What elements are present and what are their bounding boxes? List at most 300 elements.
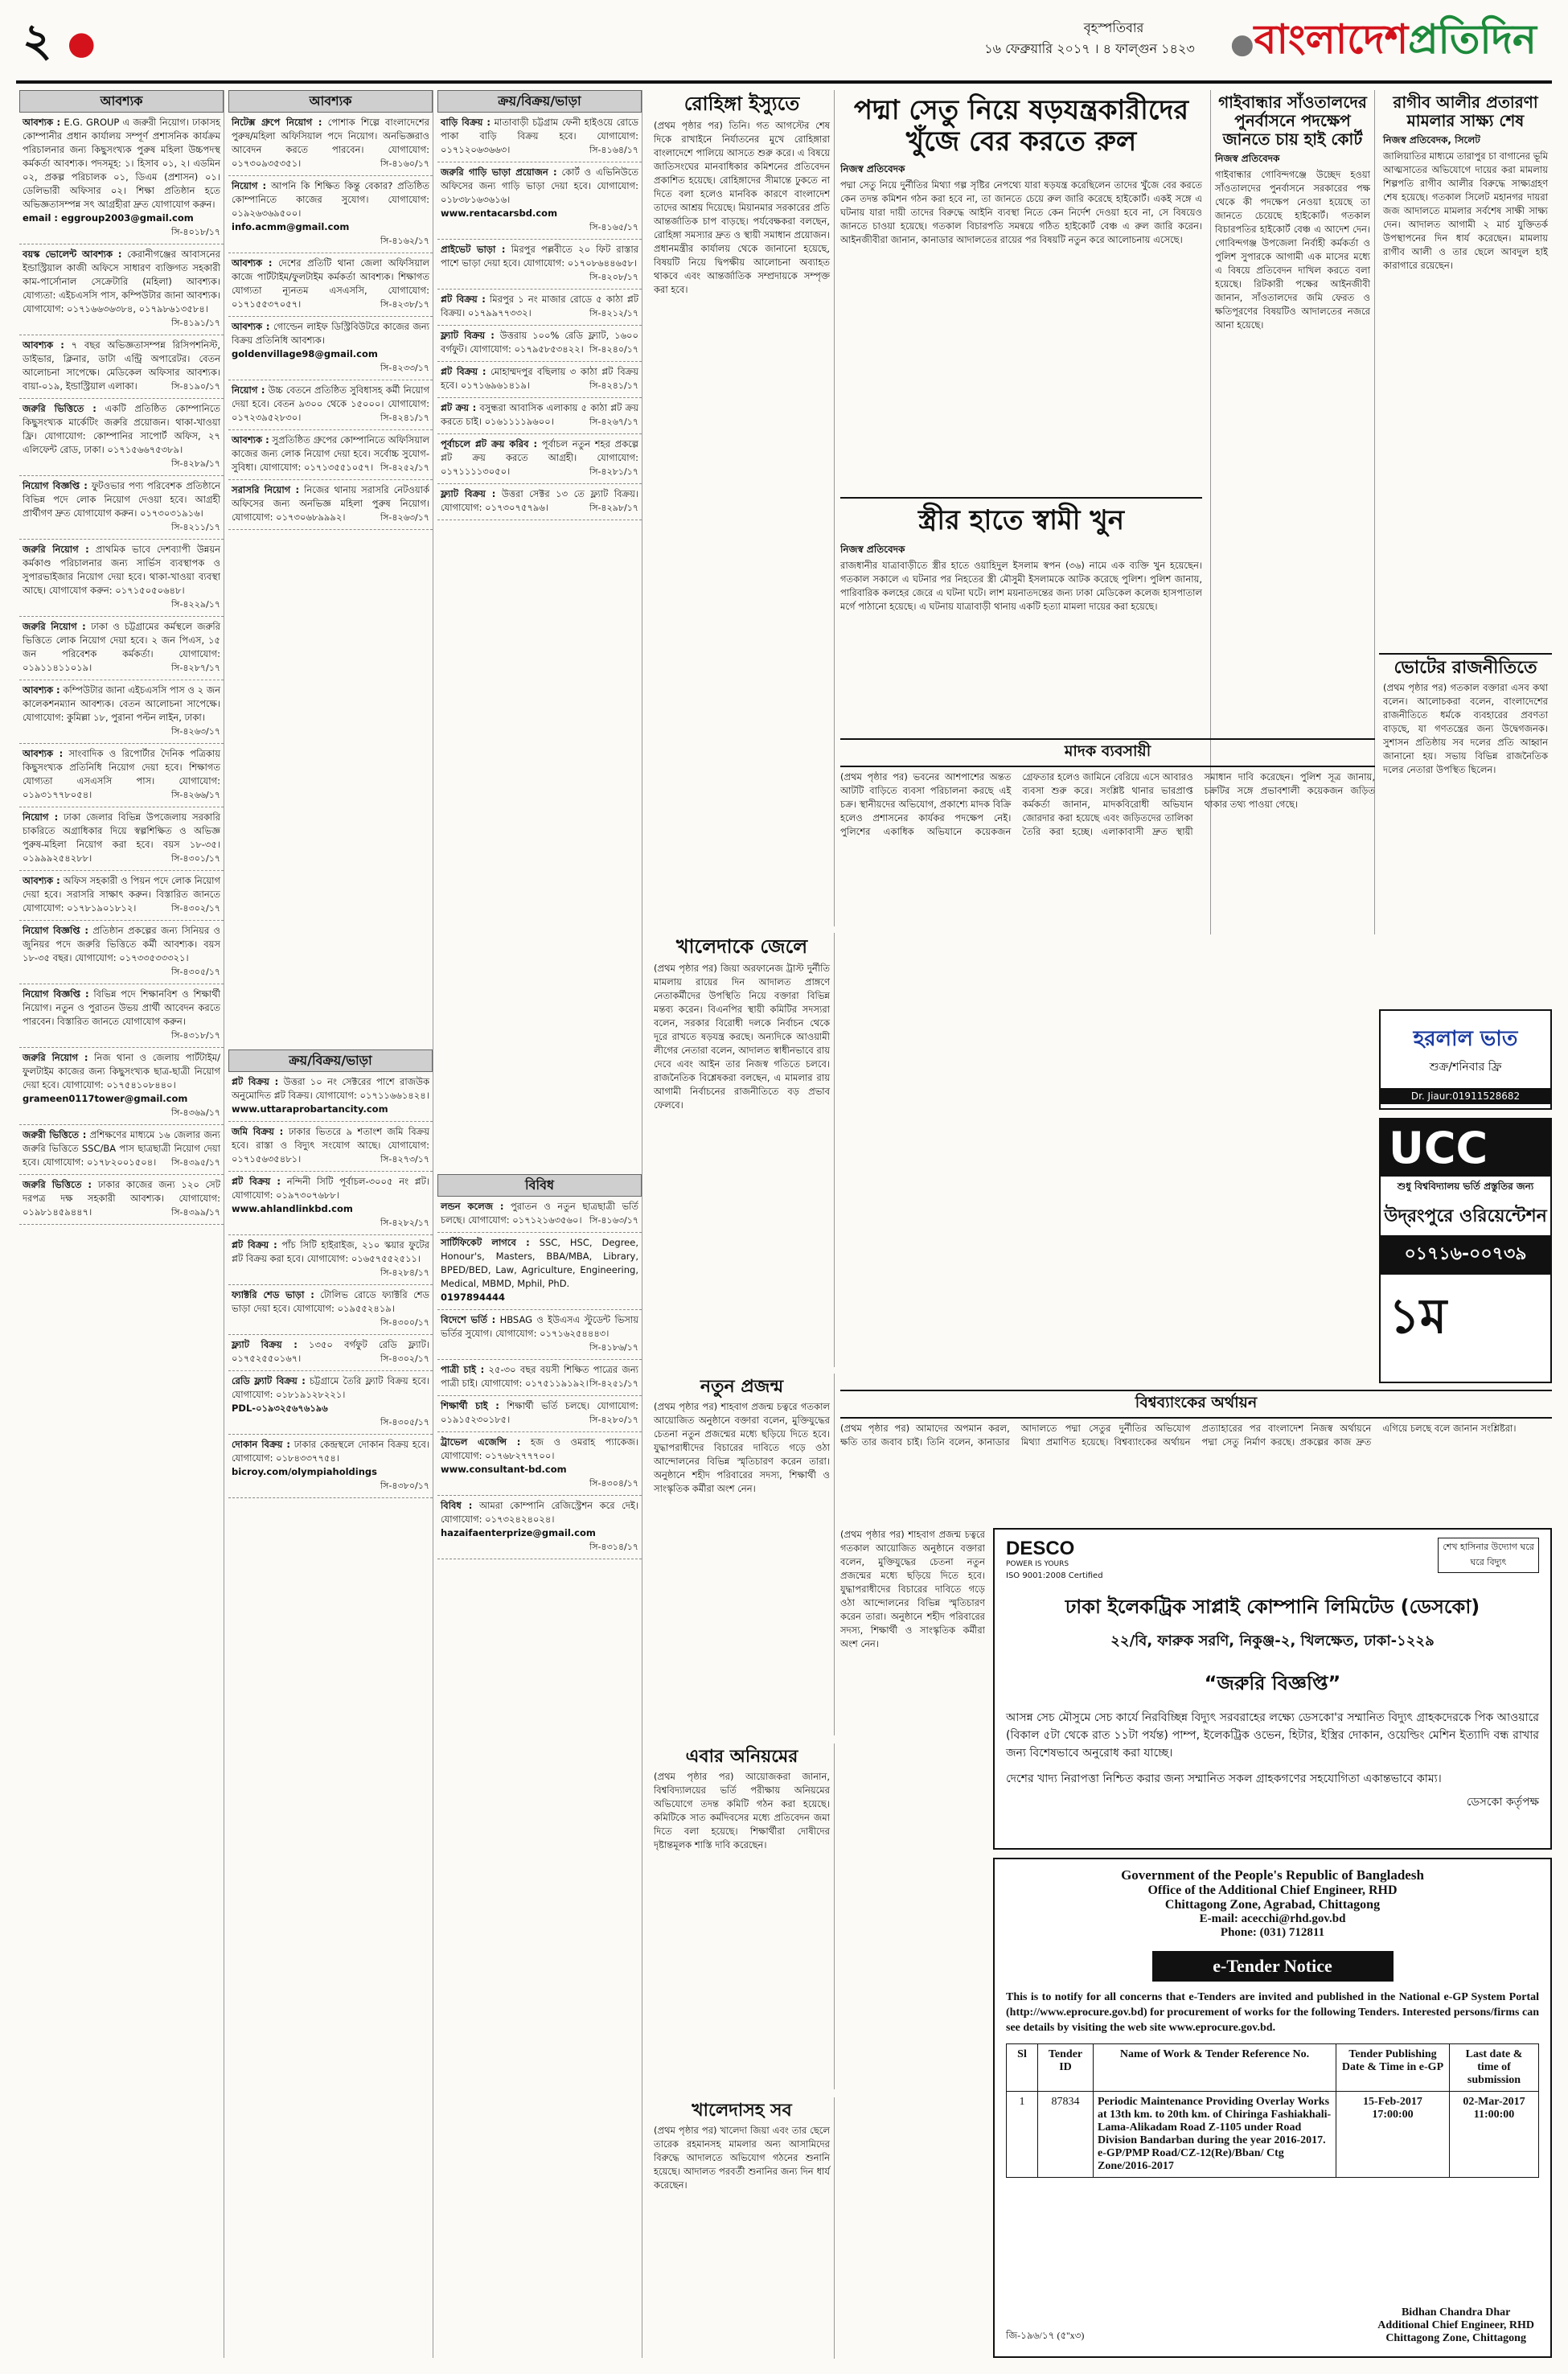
classified-ad <box>19 807 224 871</box>
classified-ad-title: নিয়োগ : <box>232 180 267 191</box>
desco-iso: ISO 9001:2008 Certified <box>1006 1571 1103 1580</box>
classified-ad-title: জরুরি ভিত্তিতে : <box>23 1179 92 1190</box>
classified-ad-ref: সি-৪২৬৩/১৭ <box>171 726 220 737</box>
column-header: আবশ্যক <box>228 90 433 113</box>
classified-ad-ref: সি-৪২১২/১৭ <box>589 308 638 318</box>
news-body: (প্রথম পৃষ্ঠার পর) শাহবাগ প্রজন্ম চত্বরে গতকাল আয়োজিত অনুষ্ঠানে বক্তারা বলেন, মুক্তিযুদ্ধের চেতনা নতুন প্রজন্মের মধ্যে ছড়িয়ে দিতে হবে। যুদ্ধাপরাধীদের বিচারের দাবিতে গড়ে ওঠা আন্দোলনের বিভিন্ন স্মৃতিচারণ করেন তারা। অনুষ্ঠানে শহীদ পরিবারের সদস্য, শিক্ষার্থী ও সাংস্কৃতিক কর্মীরা অংশ নেন। <box>654 1401 830 1495</box>
classified-ad-title: নিয়োগ বিজ্ঞপ্তি : <box>23 480 88 491</box>
classified-ad-text: ১৩৫০ বর্গফুট রেডি ফ্ল্যাট। ০১৭৫২৫৫০১৬৭। <box>232 1339 429 1364</box>
news-headline: নতুন প্রজন্ম <box>700 1377 784 1397</box>
rhd-notice-text: This is to notify for all concerns that e-Tenders are invited and published in the National e-GP System Portal (http://www.eprocure.gov.bd) for procurement of works for the following Tenders. Interested persons/firms can see details by visiting the web site www.eprocure.gov.bd. <box>1006 1991 1539 2034</box>
news-worldbank <box>840 1390 1552 1518</box>
classified-ad-ref: সি-৪৩৬৯/১৭ <box>171 1107 220 1118</box>
classified-ad-text: উত্তরা ১০ নং সেক্টরের পাশে রাজউক অনুমোদিত প্লট বিক্রয়। যোগাযোগ: ০১৭১১৬৬১৪২৪। <box>232 1076 429 1101</box>
classified-ad-title: নিয়োগ বিজ্ঞপ্তি : <box>23 925 88 936</box>
classified-ad-text: মোহাম্মদপুর বছিলায় ৩ কাঠা প্লট বিক্রয় হবে। ০১৭১৬৯৬১৪১৯। <box>441 366 638 391</box>
classified-ad <box>437 326 642 362</box>
classified-ad-title: বাড়ি বিক্রয় : <box>441 117 491 128</box>
classified-ad-title: ফ্ল্যাট বিক্রয় : <box>441 488 496 499</box>
classified-ad-title: শিক্ষার্থী চাই : <box>441 1400 499 1411</box>
column-header: Tender ID <box>1038 2044 1094 2092</box>
news-headline: গাইবান্ধার সাঁওতালদের পুনর্বাসনে পদক্ষেপ জানতে চায় হাই কোর্ট <box>1218 92 1367 149</box>
table-header-row <box>1007 2044 1539 2092</box>
ad-ucc <box>1379 1118 1552 1383</box>
page-number-value: ২ <box>23 14 52 67</box>
classified-ad-contact: hazaifaenterprize@gmail.com <box>441 1527 596 1538</box>
news-headline: খালেদাসহ সব <box>692 2101 792 2121</box>
classified-ad <box>228 317 433 380</box>
paper-name-part-a: বাংলাদেশ <box>1254 16 1409 63</box>
classified-ad-title: জরুরি ভিত্তিতে : <box>23 403 96 414</box>
classified-ad <box>228 253 433 317</box>
classified-list <box>228 113 433 1049</box>
ad-ucc-sub: শুধু বিশ্ববিদ্যালয় ভর্তি প্রস্তুতির জন্য <box>1397 1181 1534 1192</box>
classified-ad-contact: www.uttaraprobartancity.com <box>232 1103 388 1115</box>
classified-ad-text: E.G. GROUP এ জরুরী নিয়োগ। ঢাকাসহ কোম্পানীর প্রধান কার্যালয় সম্পূর্ণ প্রশাসনিক কার্যক্রম পরিচালনার জন্য কিছুসংখ্যক পুরুষ মহিলা উচ্চপদস্থ কর্মকর্তা আবশ্যক। পদসমূহ: ১। হিসাব ০১, ২। এডমিন ০২, প্রকল্প পরিচালক ০১, ডিএম (প্রশাসন) ০১। ডেলিভারী অফিসার ০২। শিক্ষা প্রতিষ্ঠান হতে অভিজ্ঞতাসম্পন্ন সৎ আগ্রহীরা দ্রুত যোগাযোগ করুন। <box>23 117 221 210</box>
column-header: Sl <box>1007 2044 1038 2092</box>
classified-ad <box>19 244 224 335</box>
classified-ad-title: প্লট ক্রয় : <box>441 402 477 413</box>
classified-ad <box>437 434 642 484</box>
classified-ad-title: আবশ্যক : <box>23 117 61 128</box>
table-cell-work: Periodic Maintenance Providing Overlay Works at 13th km. to 20th km. of Chiringa Fashiakhali-Lama-Alikadam Road Z-1105 under Road Division Bandarban during the year 2016-2017. e-GP/PMP Road/CZ-12(Re)/Bban/ Ctg Zone/2016-2017 <box>1094 2092 1336 2178</box>
news-headline: স্ত্রীর হাতে স্বামী খুন <box>917 504 1124 536</box>
classified-ad-text: প্রতিষ্ঠান প্রকল্পের জন্য সিনিয়র ও জুনিয়র পদে জরুরি ভিত্তিতে কর্মী আবশ্যক। বয়স ১৮-৩৫ বছর। যোগাযোগ: ০১৭৩৩৫৩৩৩২১। <box>23 925 221 963</box>
classified-ad-contact: goldenvillage98@gmail.com <box>232 348 378 359</box>
classified-ad-text: হজ ও ওমরাহ প্যাকেজ। যোগাযোগ: ০১৭৬৮২৭৭৭০০। <box>441 1436 639 1461</box>
classified-ad-contact: PDL-০১৯৩২৫৬৭৬১৯৬ <box>232 1403 328 1414</box>
news-byline: নিজস্ব প্রতিবেদক <box>840 544 905 556</box>
classified-ad <box>19 1125 224 1175</box>
classified-ad-text: টোলিভ রোডে ফ্যাক্টরি শেড ভাড়া দেয়া হবে। যোগাযোগ: ০১৯৫৫২৪১৯। <box>232 1289 430 1314</box>
classified-ad-ref: সি-৪৩০৪/১৭ <box>589 1478 638 1489</box>
paper-name-part-b: প্রতিদিন <box>1408 16 1537 63</box>
news-headline: রোহিঙ্গা ইস্যুতে <box>683 92 800 115</box>
classified-ad <box>19 335 224 399</box>
news-headline: এবার অনিয়মের <box>685 1747 798 1767</box>
rhd-phone: Phone: (031) 712811 <box>1220 1926 1325 1939</box>
classified-ad <box>228 113 433 176</box>
news-khaleda-jail <box>650 933 835 1367</box>
classified-ad <box>228 380 433 430</box>
classified-ad-ref: সি-৪২৮২/১৭ <box>380 1218 429 1228</box>
desco-notice-footer: দেশের খাদ্য নিরাপত্তা নিশ্চিত করার জন্য সম্মানিত সকল গ্রাহকগণের সহযোগিতা একান্তভাবে কাম্য। <box>1006 1772 1442 1785</box>
classified-ad-text: ঢাকার কেন্দ্রস্থলে দোকান বিক্রয় হবে। যোগাযোগ: ০১৮৪৩৩৭৭৫৪। <box>232 1439 430 1464</box>
classified-ad-ref: সি-৪৩০০/১৭ <box>380 1317 429 1328</box>
column-header: Tender Publishing Date & Time in e-GP <box>1336 2044 1450 2092</box>
rhd-sign-zone: Chittagong Zone, Chittagong <box>1385 2332 1526 2344</box>
classified-ad-ref: সি-৪২৩৩/১৭ <box>380 363 429 373</box>
classified-ad-ref: সি-৪১৬০/১৭ <box>380 158 429 169</box>
news-headline: খালেদাকে জেলে <box>675 935 808 958</box>
classified-column-1 <box>19 90 224 2358</box>
classified-ad <box>228 430 433 480</box>
classified-ad-text: প্রাথমিক ভাবে দেশব্যাপী উন্নয়ন কর্মকাণ্ড পরিচালনার জন্য সার্ভিস ব্যবস্থাপক ও সুপারভাইজার নিয়োগ দেয়া হবে। থাকা-খাওয়া ব্যবস্থা আছে। যোগাযোগ করুন: ০১৭১৫০৫০৬৪৮। <box>23 544 221 596</box>
classified-ad-text: ৭ বছর অভিজ্ঞতাসম্পন্ন রিসিপশনিস্ট, ডাইভার, ক্লিনার, ডাটা এন্ট্রি অপারেটর। বেতন আলোচনা সাপেক্ষে। মেডিকেল অফিসার আবশ্যক। বায়া-০১৯, ইন্ডাস্ট্রিয়াল এলাকা। <box>23 339 221 392</box>
classified-ad-ref: সি-৪২০৮/১৭ <box>589 272 638 282</box>
classified-ad-ref: সি-৪২৯৮/১৭ <box>589 503 638 513</box>
classified-ad <box>19 540 224 617</box>
news-headline: রাগীব আলীর প্রতারণা মামলার সাক্ষ্য শেষ <box>1393 92 1538 130</box>
classified-ad <box>19 744 224 807</box>
column-header: আবশ্যক <box>19 90 224 113</box>
classified-ad <box>437 362 642 398</box>
classified-ad-ref: সি-৪৩০২/১৭ <box>380 1353 429 1364</box>
desco-corner-slogan: শেখ হাসিনার উদ্যোগ ঘরে ঘরে বিদ্যুৎ <box>1438 1538 1539 1573</box>
classified-ad <box>19 399 224 476</box>
classified-ad-title: জমি বিক্রয় : <box>232 1126 284 1137</box>
classified-ad-title: বিবিধ : <box>441 1500 473 1511</box>
classified-ad-title: ফ্যাক্টরি শেড ভাড়া : <box>232 1289 314 1300</box>
news-ragib-ali <box>1379 90 1552 645</box>
classified-ad-text: ঢাকার ভিতরে ৯ শতাংশ জমি বিক্রয় হবে। রাস্তা ও বিদ্যুৎ সংযোগ আছে। যোগাযোগ: ০১৭১৫৬৩৫৪৮১। <box>232 1126 430 1164</box>
classified-ad-text: উত্তরা সেক্টর ১৩ তে ফ্ল্যাট বিক্রয়। যোগাযোগ: ০১৭৩০৭৫৭৯৬। <box>441 488 639 513</box>
classified-ad-text: দেশের প্রতিটি থানা জেলা অফিসিয়াল কাজে পার্টটাইম/ফুলটাইম কর্মকর্তা আবশ্যক। শিক্ষাগত যোগ্যতা ন্যূনতম এসএসসি, যোগাযোগ: ০১৭১৫৫৩৭০৫৭। <box>232 257 429 310</box>
classified-ad-ref: সি-৪২২৯/১৭ <box>171 599 220 610</box>
classified-ad-text: ২৫-৩০ বছর বয়সী শিক্ষিত পাত্রের জন্য পাত্রী চাই। যোগাযোগ: ০১৭৫১১৯১৯২। <box>441 1364 639 1389</box>
last-date: 02-Mar-2017 <box>1463 2096 1525 2108</box>
classified-ad-ref: সি-৪৩০৫/১৭ <box>171 967 220 977</box>
classified-ad-title: ফ্ল্যাট বিক্রয় : <box>232 1339 298 1350</box>
classified-ad-text: ঢাকা জেলার বিভিন্ন উপজেলায় সরকারি চাকরিতে অগ্রাধিকার দিয়ে স্বল্পশিক্ষিত ও অভিজ্ঞ পুরুষ-মহিলা নিয়োগ করা হবে। বয়স ১৮-৩৫। ০১৯৯৯২৫৪২৮৮। <box>23 811 221 864</box>
news-body: (প্রথম পৃষ্ঠার পর) খালেদা জিয়া এবং তার ছেলে তারেক রহমানসহ মামলার অন্য আসামিদের বিরুদ্ধে আদালতে অভিযোগ গঠনের শুনানি হয়েছে। আদালত পরবর্তী শুনানির জন্য দিন ধার্য করেছেন। <box>654 2125 830 2191</box>
classified-ad-title: পাত্রী চাই : <box>441 1364 485 1375</box>
classified-ad <box>437 1396 642 1432</box>
classified-ad-title: জরুরি নিয়োগ : <box>23 621 86 632</box>
issue-date: ১৬ ফেব্রুয়ারি ২০১৭ । ৪ ফাল্গুন ১৪২৩ <box>984 41 1195 56</box>
logo-dot-icon: ● <box>1230 28 1254 60</box>
classified-ad-ref: সি-৪২৭৩/১৭ <box>380 1154 429 1164</box>
classified-ad-ref: সি-৪১৯১/১৭ <box>171 318 220 328</box>
news-body: জালিয়াতির মাধ্যমে তারাপুর চা বাগানের ভূমি আত্মসাতের অভিযোগে দায়ের করা মামলায় শিল্পপতি রাগীব আলীর বিরুদ্ধে সাক্ষ্যগ্রহণ শেষ হয়েছে। গতকাল সিলেট মহানগর দায়রা জজ আদালতে মামলার সর্বশেষ সাক্ষী সাক্ষ্য দেন। আদালত আগামী ২ মার্চ যুক্তিতর্ক উপস্থাপনের দিন ধার্য করেছেন। মামলায় রাগীব আলী ও তার ছেলে আবদুল হাই কারাগারে রয়েছেন। <box>1383 150 1548 271</box>
classified-ad-ref: সি-৪১৬৫/১৭ <box>589 222 638 232</box>
news-byline: নিজস্ব প্রতিবেদক <box>840 163 905 175</box>
classified-ad-title: আবশ্যক : <box>23 748 64 759</box>
classified-ad-title: রেডি ফ্ল্যাট বিক্রয় : <box>232 1375 306 1386</box>
classified-ad-title: ট্রাভেল এজেন্সি : <box>441 1436 521 1448</box>
desco-address: ২২/বি, ফারুক সরণি, নিকুঞ্জ-২, খিলক্ষেত, ঢাকা-১২২৯ <box>1110 1633 1435 1649</box>
publish-date: 15-Feb-2017 <box>1363 2096 1422 2108</box>
classified-ad-contact: www.consultant-bd.com <box>441 1464 567 1475</box>
classified-ad-text: ঢাকার কাজের জন্য ১২০ সেট দরপত্র দক্ষ সহকারী আবশ্যক। যোগাযোগ: ০১৯৮১৪৫৯৪৪৭। <box>23 1179 221 1218</box>
classified-ad-ref: সি-৪৩০৫/১৭ <box>380 1417 429 1427</box>
table-row <box>1007 2092 1539 2178</box>
classified-ad-ref: সি-৪৩৮০/১৭ <box>380 1481 429 1491</box>
news-byline: নিজস্ব প্রতিবেদক <box>1215 153 1280 164</box>
ad-coaching-phone: Dr. Jiaur:01911528682 <box>1381 1088 1550 1104</box>
classified-list <box>228 1072 433 1498</box>
publish-time: 17:00:00 <box>1372 2109 1414 2121</box>
table-cell-publish <box>1336 2092 1450 2178</box>
classified-ad-title: আবশ্যক : <box>23 684 60 696</box>
masthead-rule <box>16 80 1552 84</box>
classified-ad-ref: সি-৪৩১৪/১৭ <box>589 1542 638 1552</box>
classified-ad-ref: সি-৪৩১৮/১৭ <box>171 1030 220 1041</box>
classified-ad-title: প্লট বিক্রয় : <box>232 1076 279 1087</box>
ad-coaching <box>1379 1009 1552 1110</box>
classified-ad-ref: সি-৪১৯০/১৭ <box>171 381 220 392</box>
classified-ad-ref: সি-৪২৮০/১৭ <box>589 1415 638 1425</box>
news-body: (প্রথম পৃষ্ঠার পর) শাহবাগ প্রজন্ম চত্বরে গতকাল আয়োজিত অনুষ্ঠানে বক্তারা বলেন, মুক্তিযুদ্ধের চেতনা নতুন প্রজন্মের মধ্যে ছড়িয়ে দিতে হবে। যুদ্ধাপরাধীদের বিচারের দাবিতে গড়ে ওঠা আন্দোলনের বিভিন্ন স্মৃতিচারণ করেন তারা। অনুষ্ঠানে শহীদ পরিবারের সদস্য, শিক্ষার্থী ও সাংস্কৃতিক কর্মীরা অংশ নেন। <box>840 1529 985 1649</box>
news-drug-dealer <box>840 738 1375 1382</box>
classified-ad <box>437 162 642 240</box>
classified-ad-title: সার্টিফিকেট লাগবে : <box>441 1237 530 1248</box>
classified-ad <box>228 1435 433 1498</box>
classified-ad-title: জরুরী ভিত্তিতে : <box>23 1129 87 1140</box>
classified-ad <box>228 1335 433 1371</box>
classified-ad <box>228 1122 433 1172</box>
classified-ad-text: SSC, HSC, Degree, Honour's, Masters, BBA/MBA, Library, BPED/BED, Law, Agriculture, Engineering, Medical, MBMD, Mphil, PhD. <box>441 1237 638 1289</box>
classified-list <box>437 113 642 1174</box>
classified-ad-text: পুরাতন ও নতুন ছাত্রছাত্রী ভর্তি চলছে। যোগাযোগ: ০১৭১২১৬৩৫৬০। <box>441 1201 638 1226</box>
desco-logo-text: DESCO <box>1006 1538 1075 1559</box>
classified-ad-contact: www.ahlandlinkbd.com <box>232 1203 353 1214</box>
classified-ad-ref: সি-৪৩৯৫/১৭ <box>171 1157 220 1168</box>
classified-ad <box>437 113 642 162</box>
classified-ad-text: বিভিন্ন পদে শিক্ষানবিশ ও শিক্ষার্থী নিয়োগ। নতুন ও পুরাতন উভয় প্রার্থী আবেদন করতে পারবেন। বিস্তারিত জানতে যোগাযোগ করুন। <box>23 988 220 1027</box>
classified-ad-ref: সি-৪২৮১/১৭ <box>589 466 638 477</box>
table-cell-sl: 1 <box>1007 2092 1038 2178</box>
classified-ad-ref: সি-৪২১১/১৭ <box>171 522 220 532</box>
rhd-notice-title: e-Tender Notice <box>1213 1956 1332 1976</box>
news-body: (প্রথম পৃষ্ঠার পর) ভবনের আশপাশের অন্তত আটটি বাড়িতে ব্যবসা পরিচালনা করছে এই চক্র। স্থানীয়দের অভিযোগ, প্রকাশ্যে মাদক বিক্রি হলেও প্রশাসনের কার্যকর পদক্ষেপ নেই। পুলিশের একাধিক অভিযানে কয়েকজন গ্রেফতার হলেও জামিনে বেরিয়ে এসে আবারও ব্যবসা শুরু করে। সংশ্লিষ্ট থানার ভারপ্রাপ্ত কর্মকর্তা জানান, মাদকবিরোধী অভিযান জোরদার করা হয়েছে এবং জড়িতদের তালিকা তৈরি করা হচ্ছে। এলাকাবাসী দ্রুত স্থায়ী সমাধান দাবি করেছেন। পুলিশ সূত্র জানায়, চক্রটির সঙ্গে প্রভাবশালী কয়েকজন জড়িত থাকার তথ্য পাওয়া গেছে। <box>840 771 1375 837</box>
rhd-sign-title: Additional Chief Engineer, RHD <box>1377 2319 1534 2331</box>
classified-ad-text: আমরা কোম্পানি রেজিস্ট্রেশন করে দেই। যোগাযোগ: ০১৭৩২৪২৪০২৪। <box>441 1500 638 1525</box>
desco-title: ঢাকা ইলেকট্রিক সাপ্লাই কোম্পানি লিমিটেড (ডেসকো) <box>1065 1596 1480 1618</box>
rhd-signature <box>1377 2306 1534 2345</box>
classified-ad <box>19 113 224 244</box>
classified-ad-ref: সি-৪৩০১/১৭ <box>171 853 220 864</box>
bullet-dot-icon: ● <box>67 24 96 62</box>
classified-ad <box>19 1175 224 1225</box>
classified-ad <box>19 680 224 744</box>
classified-ad-ref: সি-৪২৬৬/১৭ <box>171 790 220 800</box>
classified-ad-title: আবশ্যক : <box>232 257 273 269</box>
classified-ad-contact: bicroy.com/olympiaholdings <box>232 1466 377 1477</box>
ad-ucc-logo: UCC <box>1381 1119 1550 1177</box>
classified-ad-contact: email : eggroup2003@gmail.com <box>23 212 194 224</box>
classified-ad-ref: সি-৪২৫১/১৭ <box>589 1378 638 1389</box>
news-body: (প্রথম পৃষ্ঠার পর) গতকাল বক্তারা এসব কথা বলেন। আলোচকরা বলেন, বাংলাদেশের রাজনীতিতে ধর্মকে ব্যবহারের প্রবণতা বাড়ছে, যা গণতন্ত্রের জন্য উদ্বেগজনক। সুশাসন প্রতিষ্ঠায় সব দলের প্রতি আহ্বান জানানো হয়। সভায় বিভিন্ন রাজনৈতিক দলের নেতারা উপস্থিত ছিলেন। <box>1383 682 1548 776</box>
ad-ucc-phone: ০১৭১৬-০০৭৩৯ <box>1381 1235 1550 1275</box>
classified-ad-ref: সি-৪২৮৯/১৭ <box>171 458 220 469</box>
news-headline: ভোটের রাজনীতিতে <box>1394 658 1537 678</box>
classified-ad-text: একটি প্রতিষ্ঠিত কোম্পানিতে কিছুসংখ্যক মার্কেটিং জরুরি প্রয়োজন। থাকা-খাওয়া ফ্রি। যোগাযোগ: কোম্পানির সাপোর্ট অফিস, ২৭ এলিফেন্ট রোড, ঢাকা। ০১৭১৫৬৬৭৫৩৮৯। <box>23 403 220 455</box>
ad-desco <box>993 1528 1552 1850</box>
classified-ad-text: চট্টগ্রামে তৈরি ফ্ল্যাট বিক্রয় হবে। যোগাযোগ: ০১৮১৯১২৮২২১। <box>232 1375 429 1400</box>
ad-ucc-batch: ১ম <box>1389 1288 1447 1345</box>
column-header: Last date & time of submission <box>1450 2044 1539 2092</box>
issue-day: বৃহস্পতিবার <box>1083 20 1144 35</box>
desco-logo <box>1006 1538 1127 1580</box>
classified-ad <box>437 290 642 326</box>
classified-ad-ref: সি-৪২৪১/১৭ <box>380 413 429 423</box>
classified-ad-title: নিয়োগ : <box>23 811 59 823</box>
classified-ad-text: নন্দিনী সিটি পূর্বাচল-৩০০৫ নং প্লট। যোগাযোগ: ০১৯৭৩০৭৬৮৮। <box>232 1176 429 1201</box>
classified-ad-text: মিরপুর ১ নং মাজার রোডে ৫ কাঠা প্লট বিক্রয়। ০১৭৯৯৭৭৩৩২। <box>441 294 638 318</box>
classified-ad-ref: সি-৪১৮৬/১৭ <box>589 1342 638 1353</box>
classified-ad-contact: info.acmm@gmail.com <box>232 221 350 232</box>
classified-ad-title: বয়স্ক ভোলেন্ট আবশ্যক : <box>23 248 122 260</box>
classified-ad <box>437 1496 642 1559</box>
classified-ad-text: ঢাকা ও চট্টগ্রামের কর্মস্থলে জরুরি ভিত্তিতে লোক নিয়োগ দেয়া হবে। ২ জন পিএস, ১৫ জন পরিবেশক কর্মকর্তা। যোগাযোগ: ০১৯১১৪১১০১৯। <box>23 621 220 673</box>
ad-ucc-branch: উদ্‌রংপুরে ওরিয়েন্টেশন <box>1384 1206 1547 1226</box>
news-voter-politics <box>1379 653 1552 999</box>
column-header: ক্রয়/বিক্রয়/ভাড়া <box>437 90 642 113</box>
classified-ad-text: পোশাক শিল্পে বাংলাদেশের পুরুষ/মহিলা অফিসিয়াল পদে নিয়োগ। অনভিজ্ঞরাও আবেদন করতে পারবেন। যোগাযোগ: ০১৭৩০৯৩৫৩৫১। <box>232 117 430 169</box>
classified-ad-title: প্লট বিক্রয় : <box>441 294 486 305</box>
classified-ad-text: মিরপুর পল্লবীতে ২০ ফিট রাস্তার পাশে ভাড়া দেয়া হবে। যোগাযোগ: ০১৭০৮৬৪৪৬৫৮। <box>441 244 638 269</box>
ad-coaching-name: হরলাল ভাত <box>1413 1027 1518 1051</box>
classified-ad-title: আবশ্যক : <box>23 339 64 351</box>
news-body: (প্রথম পৃষ্ঠার পর) তিনি। গত আগস্টের শেষ দিকে রাখাইনে নির্যাতনের মুখে রোহিঙ্গারা বাংলাদেশে পালিয়ে আসতে শুরু করে। এ বিষয়ে জাতিসংঘের মানবাধিকার কমিশনের প্রতিবেদন প্রকাশিত হয়েছে। রোহিঙ্গাদের সীমান্তে ঢুকতে না দিতে বলা হলেও মানবিক কারণে বাংলাদেশ তাদের আশ্রয় দিয়েছে। মিয়ানমার সরকারের প্রতি আন্তর্জাতিক চাপ বাড়ছে। পর্যবেক্ষকরা বলছেন, রোহিঙ্গা সমস্যার দ্রুত ও স্থায়ী সমাধান প্রয়োজন। প্রধানমন্ত্রীর কার্যালয় থেকে জানানো হয়েছে, বিষয়টি নিয়ে দ্বিপক্ষীয় আলোচনা অব্যাহত থাকবে এবং আন্তর্জাতিক সম্প্রদায়কে সম্পৃক্ত করা হবে। <box>654 119 830 295</box>
classified-ad <box>437 484 642 520</box>
classified-ad-ref: সি-৪০১৮/১৭ <box>171 227 220 237</box>
classified-ad <box>437 1233 642 1310</box>
classified-ad-text: মাতাবাড়ী চট্টগ্রাম ফেনী হাইওয়ে রোডে পাকা বাড়ি বিক্রয় হবে। যোগাযোগ: ০১৭১২০৬৩৬৬৩। <box>441 117 638 155</box>
news-body: পদ্মা সেতু নিয়ে দুর্নীতির মিথ্যা গল্প সৃষ্টির নেপথ্যে যারা ষড়যন্ত্র করেছিলেন তাদের খুঁজে বের করতে কেন তদন্ত কমিশন গঠন করা হবে না, তা জানতে চেয়ে রুল জারি করেছে হাইকোর্ট। একই সঙ্গে এ ঘটনায় যারা দায়ী তাদের বিরুদ্ধে আইনি ব্যবস্থা নিতে কেন নির্দেশ দেওয়া হবে না, সে বিষয়েও জানতে চাওয়া হয়েছে। গতকাল বিচারপতি সমন্বয়ে গঠিত হাইকোর্ট বেঞ্চ এ রুল জারি করেন। আইনজীবীরা জানান, কানাডার আদালতের রায়ের পর বিষয়টি নতুন করে আলোচনায় এসেছে। <box>840 179 1202 246</box>
classified-ad-text: সাংবাদিক ও রিপোর্টার দৈনিক পত্রিকায় কিছুসংখ্যক প্রতিনিধি নিয়োগ দেয়া হবে। শিক্ষাগত যোগ্যতা এসএসসি পাস। যোগাযোগ: ০১৯৩১৭৭৮০৫৪। <box>23 748 220 800</box>
classified-ad-title: লন্ডন কলেজ : <box>441 1201 504 1212</box>
news-rohingya <box>650 90 835 926</box>
news-wife-murder <box>840 497 1202 730</box>
classified-ad-text: অফিস সহকারী ও পিয়ন পদে লোক নিয়োগ দেয়া হবে। সরাসরি সাক্ষাৎ করুন। বিস্তারিত জানতে যোগাযোগ: ০১৭৮১৯০১৮১২। <box>23 875 221 914</box>
classified-ad-ref: সি-৪২৩৮/১৭ <box>380 299 429 310</box>
classified-ad-title: নিটেক্স গ্রুপে নিয়োগ : <box>232 117 322 128</box>
classified-ad <box>437 1310 642 1360</box>
classified-ad-title: পূর্বাচলে প্লট ক্রয় করিব : <box>441 438 538 450</box>
classified-ad-title: বিদেশে ভর্তি : <box>441 1314 496 1325</box>
classified-ad-text: আপনি কি শিক্ষিত কিন্তু বেকার? প্রতিষ্ঠিত কোম্পানিতে কাজের সুযোগ। যোগাযোগ: ০১৯২৬৩৬৯৫০০। <box>232 180 430 219</box>
classified-ad-title: প্রাইভেট ভাড়া : <box>441 244 506 255</box>
classified-ad-text: প্রশিক্ষণের মাধ্যমে ১৬ জেলার জন্য জরুরি ভিত্তিতে SSC/BA পাস ছাত্রছাত্রী নিয়োগ দেয়া হবে। যোগাযোগ: ০১৭৮২০০১৫০৪। <box>23 1129 220 1168</box>
news-body: রাজধানীর যাত্রাবাড়ীতে স্ত্রীর হাতে ওয়াহিদুল ইসলাম স্বপন (৩৬) নামে এক ব্যক্তি খুন হয়েছেন। গতকাল সকালে এ ঘটনার পর নিহতের স্ত্রী মৌসুমী ইসলামকে আটক করেছে পুলিশ। পুলিশ জানায়, পারিবারিক কলহের জেরে এ ঘটনা ঘটে। লাশ ময়নাতদন্তের জন্য ঢাকা মেডিকেল কলেজ হাসপাতাল মর্গে পাঠানো হয়েছে। এ ঘটনায় যাত্রাবাড়ী থানায় একটি হত্যা মামলা দায়ের করা হয়েছে। <box>840 560 1202 613</box>
classified-ad-ref: সি-৪১৬৪/১৭ <box>589 145 638 155</box>
rhd-email: E-mail: acecchi@rhd.gov.bd <box>1199 1912 1346 1925</box>
classified-ad-title: জরুরি নিয়োগ : <box>23 1052 88 1063</box>
classified-ad-ref: সি-৪২৫২/১৭ <box>380 462 429 473</box>
classified-ad <box>19 617 224 680</box>
desco-authority: ডেসকো কর্তৃপক্ষ <box>1466 1796 1539 1809</box>
classified-ad-title: প্লট বিক্রয় : <box>232 1176 281 1187</box>
classified-ad-ref: সি-৪২৪০/১৭ <box>589 344 638 355</box>
table-cell-tender-id: 87834 <box>1038 2092 1094 2178</box>
classified-ad-title: প্লট বিক্রয় : <box>232 1239 277 1251</box>
classified-ad-title: আবশ্যক : <box>23 875 60 886</box>
paper-logo <box>1230 3 1560 76</box>
classified-ad-text: গোল্ডেন লাইফ ডিস্ট্রিবিউটরে কাজের জন্য বিক্রয় প্রতিনিধি আবশ্যক। <box>232 321 429 346</box>
classified-ad-contact: grameen0117tower@gmail.com <box>23 1093 188 1104</box>
rhd-sign-name: Bidhan Chandra Dhar <box>1401 2306 1511 2319</box>
classified-ad-title: জরুরি গাড়ি ভাড়া প্রয়োজন : <box>441 166 557 178</box>
classified-column-2 <box>228 90 433 2358</box>
classified-ad-title: প্লট বিক্রয় : <box>441 366 486 377</box>
rhd-gd-number: জি-১৯৬/১৭ (৫''x৩) <box>1006 2330 1085 2341</box>
classified-ad-contact: 0197894444 <box>441 1292 506 1303</box>
column-header: ক্রয়/বিক্রয়/ভাড়া <box>228 1049 433 1072</box>
news-padma-bridge <box>840 90 1202 492</box>
classified-ad-text: উচ্চ বেতনে প্রতিষ্ঠিত সুবিধাসহ কর্মী নিয়োগ দেয়া হবে। বেতন ৯৩০০ থেকে ১৫০০০। যোগাযোগ: ০১৭২৩৯৫২৮৩০। <box>232 384 430 423</box>
classified-list <box>437 1197 642 1559</box>
news-body: (প্রথম পৃষ্ঠার পর) জিয়া অরফানেজ ট্রাস্ট দুর্নীতি মামলায় রায়ের দিন আদালত প্রাঙ্গণে নেতাকর্মীদের উপস্থিতি নিয়ে বক্তারা বিভিন্ন মন্তব্য করেন। বিএনপির স্থায়ী কমিটির সদস্যরা বলেন, সরকার বিরোধী দলকে নির্বাচন থেকে দূরে রাখতে ষড়যন্ত্র করছে। অন্যদিকে আওয়ামী লীগের নেতারা বলেন, আদালত স্বাধীনভাবে রায় দেবে এবং আইন তার নিজস্ব গতিতে চলবে। রাজনৈতিক বিশ্লেষকরা বলছেন, এ মামলার রায় আগামী নির্বাচনের রাজনীতিতে বড় প্রভাব ফেলবে। <box>654 962 830 1111</box>
classified-ad <box>228 176 433 253</box>
classified-ad-ref: সি-৪১৬২/১৭ <box>380 236 429 246</box>
classified-ad-ref: সি-৪৩৯৯/১৭ <box>171 1207 220 1218</box>
classified-ad-text: কোর্ট ও এভিনিউতে অফিসের জন্য গাড়ি ভাড়া দেয়া হবে। যোগাযোগ: ০১৮৩৮১৬৩৬১৬। <box>441 166 638 205</box>
classified-ad-ref: সি-৪২৮৪/১৭ <box>380 1267 429 1278</box>
desco-notice-heading: “জরুরি বিজ্ঞপ্তি” <box>1204 1672 1341 1694</box>
news-body: গাইবান্ধার গোবিন্দগঞ্জে উচ্ছেদ হওয়া সাঁওতালদের পুনর্বাসনে সরকারের পক্ষ থেকে কী পদক্ষেপ নেওয়া হয়েছে তা জানতে চেয়েছে হাইকোর্ট। গতকাল বিচারপতির হাইকোর্ট বেঞ্চ এ আদেশ দেন। গোবিন্দগঞ্জ উপজেলা নির্বাহী কর্মকর্তা ও পুলিশ সুপারকে আগামী এক মাসের মধ্যে এ বিষয়ে প্রতিবেদন দাখিল করতে বলা হয়েছে। রিটকারী পক্ষের আইনজীবী জানান, সাঁওতালদের জমি ফেরত ও ক্ষতিপূরণের বিষয়টিও আদালতের নজরে আনা হয়েছে। <box>1215 169 1370 331</box>
classified-ad-text: ফুটওভার পণ্য পরিবেশক প্রতিষ্ঠানে বিভিন্ন পদে লোক নিয়োগ দেওয়া হবে। আগ্রহী প্রার্থীগণ দ্রুত যোগাযোগ করুন। ০১৭৩০৩১৯১৬। <box>23 480 221 519</box>
rhd-address: Chittagong Zone, Agrabad, Chittagong <box>1164 1898 1381 1912</box>
classified-ad-title: ফ্ল্যাট বিক্রয় : <box>441 330 495 341</box>
classified-ad-title: আবশ্যক : <box>232 434 269 446</box>
classified-ad-ref: সি-৪১৬৩/১৭ <box>589 1215 638 1226</box>
desco-notice-body: আসন্ন সেচ মৌসুমে সেচ কার্যে নিরবিচ্ছিন্ন বিদ্যুৎ সরবরাহের লক্ষ্যে ডেসকো'র সম্মানিত বিদ্যুৎ গ্রাহকদেরকে পিক আওয়ারে (বিকাল ৫টা থেকে রাত ১১টা পর্যন্ত) পাম্প, ইলেকট্রিক ওভেন, হিটার, ইস্ত্রির দোকান, ওয়েল্ডিং মেশিন ইত্যাদি বন্ধ রাখার জন্য বিশেষভাবে অনুরোধ করা যাচ্ছে। <box>1006 1711 1539 1760</box>
news-headline: পদ্মা সেতু নিয়ে ষড়যন্ত্রকারীদের খুঁজে বের করতে রুল <box>853 94 1189 158</box>
classified-ad <box>19 476 224 540</box>
classified-ad-text: বসুন্ধরা আবাসিক এলাকায় ৫ কাঠা প্লট ক্রয় করতে চাই। ০১৬১১১১৯৬০০। <box>441 402 639 427</box>
classified-ad-ref: সি-৪২৪১/১৭ <box>589 380 638 391</box>
classified-ad-text: উত্তরায় ১০০% রেডি ফ্ল্যাট, ১৬০০ বর্গফুট। যোগাযোগ: ০১৭৯৫৮৫৩৪২২। <box>441 330 639 355</box>
classified-ad-text: পূর্বাচল নতুন শহর প্রকল্পে প্লট ক্রয় করতে আগ্রহী। যোগাযোগ: ০১৭১১১১৩০৫০। <box>441 438 638 477</box>
classified-ad <box>437 1432 642 1496</box>
news-headline: বিশ্বব্যাংকের অর্থায়ন <box>840 1390 1552 1419</box>
classified-list <box>19 113 224 1225</box>
classified-ad-ref: সি-৪২৮৭/১৭ <box>171 663 220 673</box>
classified-ad-title: নিয়োগ বিজ্ঞপ্তি : <box>23 988 89 1000</box>
news-khaleda-all <box>650 2097 835 2359</box>
classified-ad-ref: সি-৪২৬৭/১৭ <box>589 417 638 427</box>
news-worldbank-continued <box>840 1528 985 2358</box>
classified-ad <box>437 1360 642 1396</box>
classified-ad-text: নিজের থানায় সরাসরি নেটওয়ার্ক অফিসের জন্য অনভিজ্ঞ মহিলা পুরুষ নিয়োগ। যোগাযোগ: ০১৭৩০৬৮৯৯৯২। <box>232 484 430 523</box>
classified-ad-title: দোকান বিক্রয় : <box>232 1439 290 1450</box>
classified-ad-title: সরাসরি নিয়োগ : <box>232 484 300 495</box>
news-headline: মাদক ব্যবসায়ী <box>840 738 1375 767</box>
classified-ad <box>19 921 224 984</box>
news-byline: নিজস্ব প্রতিবেদক, সিলেট <box>1383 134 1480 146</box>
classified-ad-text: সুপ্রতিষ্ঠিত গ্রুপের কোম্পানিতে অফিসিয়াল কাজের জন্য লোক নিয়োগ দেয়া হবে। সর্বোচ্চ সুযোগ-সুবিধা। যোগাযোগ: ০১৭১৩৫৫১০৫৭। <box>232 434 430 473</box>
column-header: বিবিধ <box>437 1174 642 1197</box>
classified-ad-title: আবশ্যক : <box>232 321 270 332</box>
ad-coaching-sub: শুক্র/শনিবার ফ্রি <box>1429 1061 1502 1074</box>
news-body: (প্রথম পৃষ্ঠার পর) আমাদের অপমান করল, ক্ষতি তার জবাব চাই। তিনি বলেন, কানাডার আদালতে পদ্মা সেতুর দুর্নীতির অভিযোগ মিথ্যা প্রমাণিত হয়েছে। বিশ্বব্যাংকের অর্থায়ন প্রত্যাহারের পর বাংলাদেশ নিজস্ব অর্থায়নে পদ্মা সেতু নির্মাণ করছে। প্রকল্পের কাজ দ্রুত এগিয়ে চলছে বলে জানান সংশ্লিষ্টরা। <box>840 1423 1517 1448</box>
classified-ad <box>19 984 224 1048</box>
rhd-notice-title-box <box>1152 1951 1394 1982</box>
last-time: 11:00:00 <box>1473 2109 1515 2121</box>
classified-ad <box>19 1048 224 1125</box>
classified-column-3 <box>437 90 642 2358</box>
classified-ad-text: কম্পিউটার জানা এইচএসসি পাস ও ২ জন কালেকশনম্যান আবশ্যক। বেতন আলোচনা সাপেক্ষে। যোগাযোগ: কুমিল্লা ১৮, পুরানা পল্টন লাইন, ঢাকা। <box>23 684 220 723</box>
classified-ad-text: HBSAG ও ইউএসএ স্টুডেন্ট ভিসায় ভর্তির সুযোগ। যোগাযোগ: ০১৭১৬২৫৪৪৪৩। <box>441 1314 639 1339</box>
table-cell-deadline <box>1450 2092 1539 2178</box>
news-irregularity <box>650 1744 835 2089</box>
classified-ad <box>228 480 433 530</box>
classified-ad <box>228 1072 433 1122</box>
classified-ad <box>19 871 224 921</box>
classified-ad <box>228 1285 433 1335</box>
news-body: (প্রথম পৃষ্ঠার পর) আয়োজকরা জানান, বিশ্ববিদ্যালয়ের ভর্তি পরীক্ষায় অনিয়মের অভিযোগে তদন্ত কমিটি গঠন করা হয়েছে। কমিটিকে সাত কর্মদিবসের মধ্যে প্রতিবেদন জমা দিতে বলা হয়েছে। শিক্ষার্থীরা দোষীদের দৃষ্টান্তমূলক শাস্তি দাবি করেছেন। <box>654 1771 830 1851</box>
rhd-office: Office of the Additional Chief Engineer, RHD <box>1147 1883 1398 1897</box>
desco-tagline: POWER IS YOURS <box>1006 1560 1069 1568</box>
ad-rhd-etender <box>993 1858 1552 2358</box>
classified-ad-text: শিক্ষার্থী ভর্তি চলছে। যোগাযোগ: ০১৯১৫২৩০১৮৫। <box>441 1400 638 1425</box>
classified-ad-contact: www.rentacarsbd.com <box>441 207 558 219</box>
classified-ad-text: নিজ থানা ও জেলায় পার্টটাইম/ফুলটাইম কাজের জন্য কিছুসংখ্যক ছাত্র-ছাত্রী নিয়োগ দেয়া হবে। যোগাযোগ: ০১৭৫৪১০৮৪৪০। <box>23 1052 220 1090</box>
classified-ad-text: পাঁচ সিটি হাইরাইজ, ২১০ স্কয়ার ফুটের প্লট বিক্রয় করা হবে। যোগাযোগ: ০১৬৫৭৫৫২৫১১। <box>232 1239 429 1264</box>
classified-ad <box>228 1235 433 1285</box>
